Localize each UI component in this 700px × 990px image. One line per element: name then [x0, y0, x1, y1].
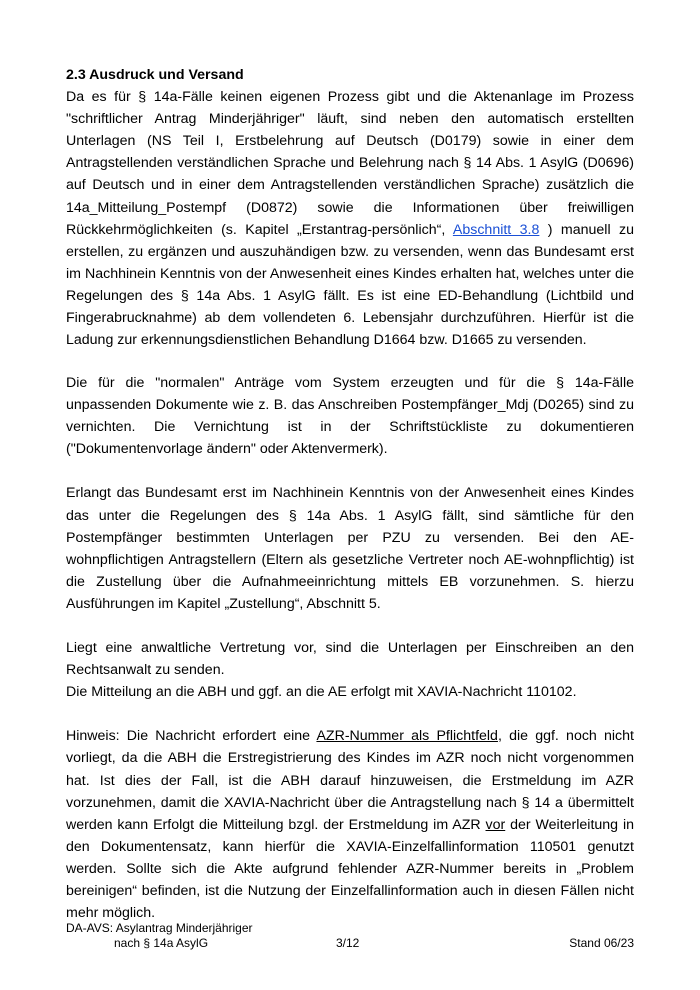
footer-date: Stand 06/23: [569, 936, 634, 950]
page-content: [66, 64, 634, 924]
footer-title-line-2: nach § 14a AsylG: [114, 936, 209, 950]
hint-text-b: , die ggf. noch nicht vorliegt, da die ABH die Erstregistrierung des Kindes im AZR noch nicht vorgenommen hat. Ist dies der Fall, ist die ABH darauf hinzuweisen, die Erstmeldung im AZR vorzunehmen, damit die XAVIA-Nachricht über die Antragstellung nach § 14 a übermittelt werden kann Erfolgt die Mitteilung bzgl. der Erstmeldung im AZR: [66, 728, 634, 833]
paragraph-1-text-b: ) manuell zu erstellen, zu ergänzen und auszuhändigen bzw. zu versenden, wenn das Bundesamt erst im Nachhinein Kenntnis von der Anwesenheit eines Kindes erhalten hat, welches unter die Regelungen des § 14a Abs. 1 AsylG fällt. Es ist eine ED-Behandlung (Lichtbild und Fingerabrucknahme) ab dem vollendeten 6. Lebensjahr durchzuführen. Hierfür ist die Ladung zur erkennungsdienstlichen Behandlung D1664 bzw. D1665 zu versenden.: [66, 221, 635, 349]
section-3-8-link[interactable]: Abschnitt 3.8: [452, 221, 540, 238]
paragraph-lawyer: Liegt eine anwaltliche Vertretung vor, sind die Unterlagen per Einschreiben an den Rechtsanwalt zu senden.: [66, 640, 634, 679]
paragraph-print-and-dispatch: [66, 86, 634, 350]
hint-text-c: der Weiterleitung in den Dokumentensatz, kann hierfür die XAVIA-Einzelfallinformation 110501 genutzt werden. Sollte sich die Akte aufgrund fehlender AZR-Nummer bereits in „Problem bereinigen“ befinden, ist die Nutzung der Einzelfallinformation auch in diesen Fällen nicht mehr möglich.: [66, 816, 634, 922]
paragraph-delivery: Erlangt das Bundesamt erst im Nachhinein Kenntnis von der Anwesenheit eines Kindes das unter die Regelungen des § 14a Abs. 1 AsylG fällt, sind sämtliche für den Postempfänger bestimmten Unterlagen per PZU zu versenden. Bei den AE-wohnpflichtigen Antragstellern (Eltern als gesetzliche Vertreter noch AE-wohnpflichtig) ist die Zustellung über die Aufnahmeeinrichtung mittels EB vorzunehmen. S. hierzu Ausführungen im Kapitel „Zustellung“, Abschnitt 5.: [66, 485, 634, 612]
paragraph-spacer: [66, 703, 634, 725]
footer-page-number: 3/12: [336, 936, 360, 950]
paragraph-spacer: [66, 350, 634, 372]
before-underline: vor: [485, 816, 506, 833]
paragraph-spacer: [66, 615, 634, 637]
section-heading: 2.3 Ausdruck und Versand: [66, 67, 244, 83]
page-footer: [66, 921, 634, 961]
footer-title-line-1: DA-AVS: Asylantrag Minderjähriger: [66, 921, 253, 935]
footer-document-title: [66, 921, 253, 951]
azr-required-field-underline: AZR-Nummer als Pflichtfeld: [316, 728, 498, 745]
hint-text-a: Hinweis: Die Nachricht erfordert eine: [66, 728, 317, 745]
paragraph-xavia-notice: Die Mitteilung an die ABH und ggf. an die AE erfolgt mit XAVIA-Nachricht 110102.: [66, 684, 577, 701]
paragraph-destroy-documents: Die für die "normalen" Anträge vom System erzeugten und für die § 14a-Fälle unpassenden Dokumente wie z. B. das Anschreiben Postempfänger_Mdj (D0265) sind zu vernichten. Die Vernichtung ist in der Schriftstückliste zu dokumentieren ("Dokumentenvorlage ändern" oder Aktenvermerk).: [66, 375, 634, 458]
paragraph-spacer: [66, 460, 634, 482]
paragraph-hint: [66, 725, 634, 924]
paragraph-1-text-a: Da es für § 14a-Fälle keinen eigenen Prozess gibt und die Aktenanlage im Prozess "schriftlicher Antrag Minderjähriger" läuft, sind neben den automatisch erstellten Unterlagen (NS Teil I, Erstbelehrung auf Deutsch (D0179) sowie in einer dem Antragstellenden verständlichen Sprache und Belehrung nach § 14 Abs. 1 AsylG (D0696) auf Deutsch und in einer dem Antragstellenden verständlichen Sprache) zusätzlich die 14a_Mitteilung_Postempf (D0872) sowie die Informationen über freiwilligen Rückkehrmöglichkeiten (s. Kapitel „Erstantrag-persönlich“,: [66, 89, 634, 238]
